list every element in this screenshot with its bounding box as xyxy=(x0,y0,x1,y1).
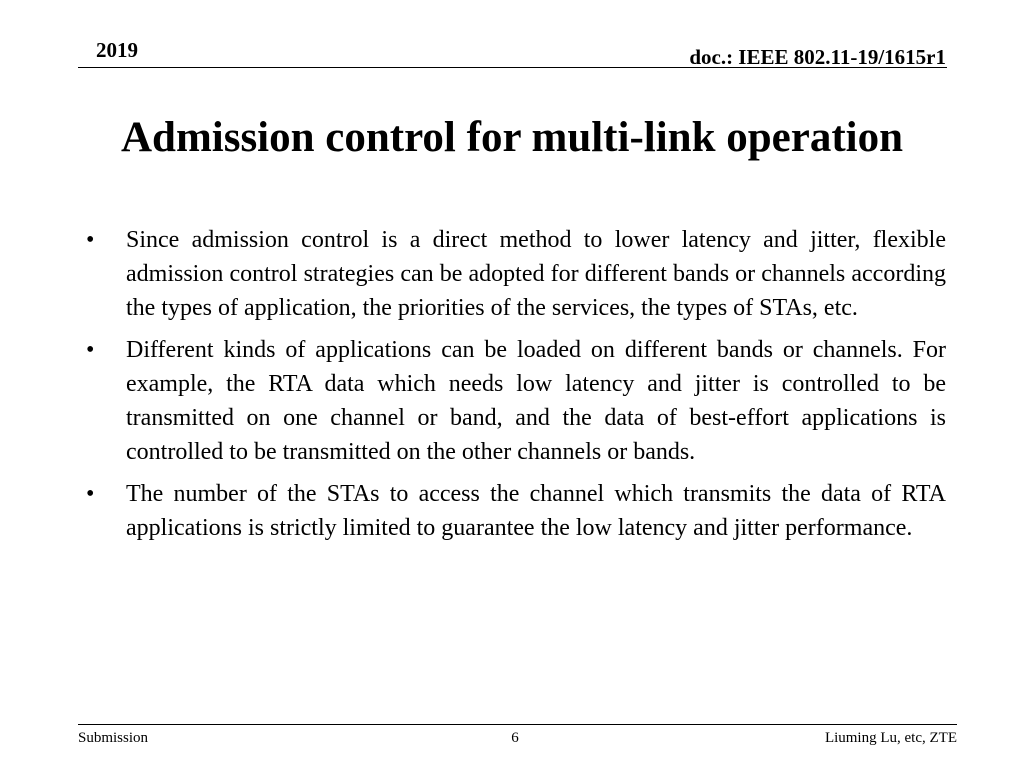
page-number: 6 xyxy=(511,730,519,746)
bullet-text: The number of the STAs to access the channel which transmits the data of RTA applications is strictly limited to guarantee the low latency and jitter performance. xyxy=(126,481,946,541)
bullet-item xyxy=(86,333,946,469)
bullet-list xyxy=(86,223,946,553)
bullet-text: Since admission control is a direct method to lower latency and jitter, flexible admission control strategies can be adopted for different bands or channels according the types of application, the priorities of the services, the types of STAs, etc. xyxy=(126,227,946,321)
bullet-icon: • xyxy=(86,481,95,507)
bullet-text: Different kinds of applications can be loaded on different bands or channels. For example, the RTA data which needs low latency and jitter is controlled to be transmitted on one channel or band, and the data of best-effort applications is controlled to be transmitted on the other channels or bands. xyxy=(126,337,946,465)
slide-title: Admission control for multi-link operation xyxy=(120,114,904,161)
bullet-item xyxy=(86,477,946,545)
header-divider xyxy=(78,67,947,68)
bullet-item xyxy=(86,223,946,325)
bullet-icon: • xyxy=(86,227,95,253)
footer-divider xyxy=(78,724,957,725)
footer-author: Liuming Lu, etc, ZTE xyxy=(824,730,957,746)
header-year: 2019 xyxy=(96,38,138,62)
bullet-icon: • xyxy=(86,337,95,363)
header-doc-id: doc.: IEEE 802.11-19/1615r1 xyxy=(689,45,946,69)
footer-submission: Submission xyxy=(78,730,149,746)
